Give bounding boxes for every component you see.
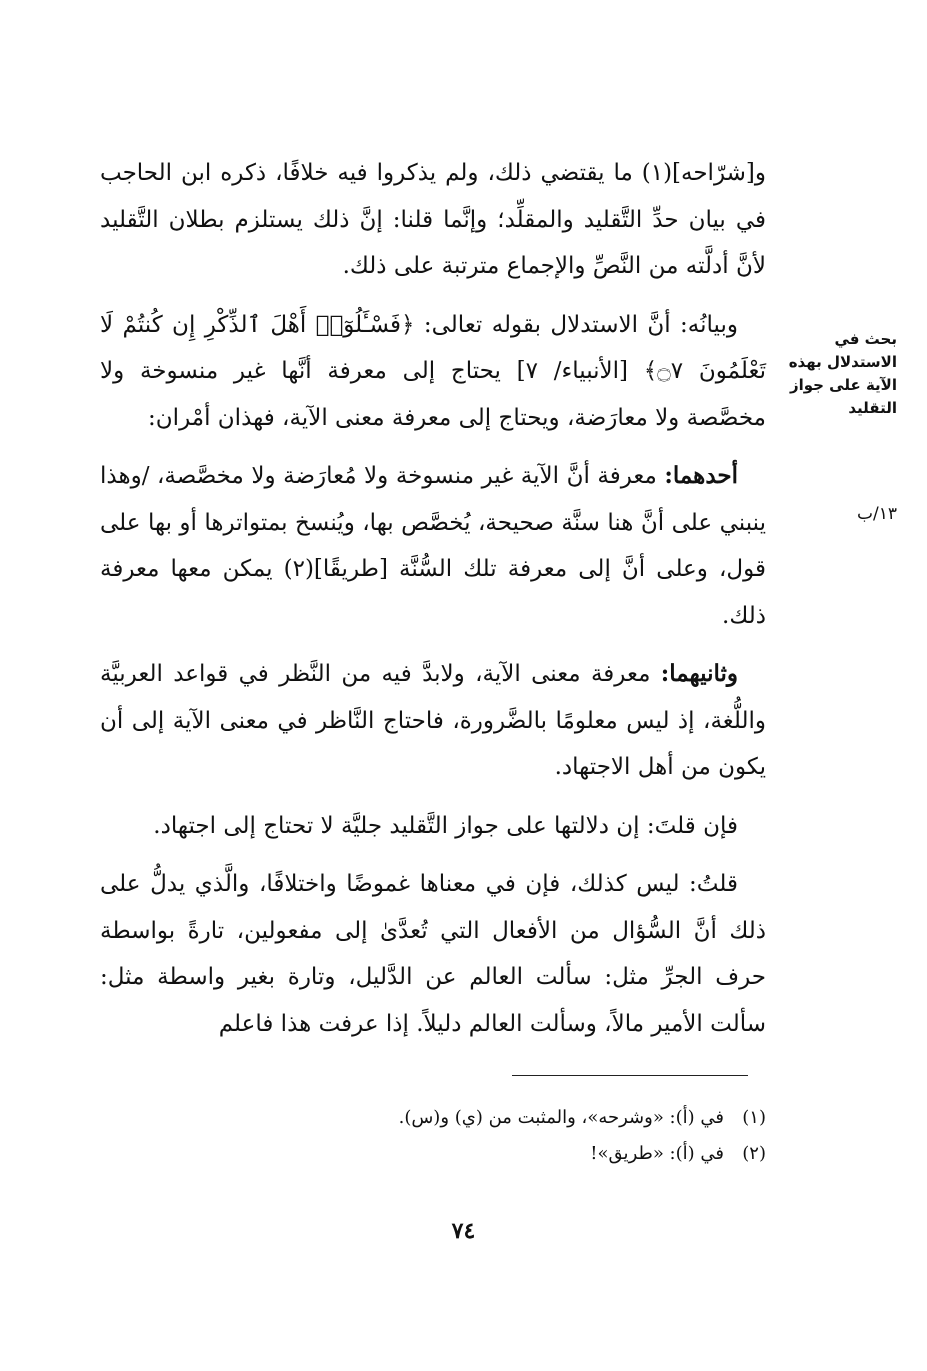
paragraph-4-label: وثانيهما: xyxy=(660,660,738,687)
paragraph-3-label: أحدهما: xyxy=(664,462,738,489)
paragraph-1: و[شرّاحه](١) ما يقتضي ذلك، ولم يذكروا فيه خلافًا، ذكره ابن الحاجب في بيان حدِّ التَّقليد والمقلِّد؛ وإنَّما قلنا: إنَّ ذلك يستلزم بطلان التَّقليد لأنَّ أدلَّته من النَّصِّ والإجماع مترتبة على ذلك. xyxy=(100,160,766,279)
paragraph-4-text: معرفة معنى الآية، ولابدَّ فيه من النَّظر في قواعد العربيَّة واللُّغة، إذ ليس معلومًا بالضَّرورة، فاحتاج النَّاظر في معنى الآية إلى أن يكون من أهل الاجتهاد. xyxy=(100,661,766,780)
footnote-2 xyxy=(100,1136,766,1172)
paragraph-4 xyxy=(100,651,766,791)
margin-note-topic: بحث في الاستدلال بهذه الآية على جواز التقليد xyxy=(788,330,897,417)
footnote-text: في (أ): «طريق»! xyxy=(590,1143,724,1164)
paragraph-3 xyxy=(100,453,766,639)
footnote-text: في (أ): «وشرحه»، والمثبت من (ي) و(س). xyxy=(398,1107,724,1128)
paragraph-6: قلتُ: ليس كذلك، فإن في معناها غموضًا واختلافًا، والَّذي يدلُّ على ذلك أنَّ السُّؤال من الأفعال التي تُعدَّىٰ إلى مفعولين، تارةً بواسطة حرف الجرِّ مثل: سألت العالم عن الدَّليل، وتارة بغير واسطة مثل: سألت الأمير مالاً، وسألت العالم دليلاً. إذا عرفت هذا فاعلم xyxy=(100,871,766,1037)
paragraph-3-text: معرفة أنَّ الآية غير منسوخة ولا مُعارَضة ولا مخصَّصة، /وهذا ينبني على أنَّ هنا سنَّة صحيحة، يُخصَّص بها، ويُنسخ بمتواترها أو بها على قول، وعلى أنَّ إلى معرفة تلك السُّنَّة [طريقًا](٢) يمكن معها معرفة ذلك. xyxy=(100,463,766,629)
footnote-number: (١) xyxy=(742,1107,766,1128)
footnote-1 xyxy=(100,1100,766,1136)
paragraph-2: وبيانُه: أنَّ الاستدلال بقوله تعالى: ﴿فَسْـَٔلُوٓا۟ أَهْلَ ٱلذِّكْرِ إِن كُنتُمْ لَا تَعْلَمُونَ ۝٧﴾ [الأنبياء/ ٧] يحتاج إلى معرفة أنَّها غير منسوخة ولا مخصَّصة ولا معارَضة، ويحتاج إلى معرفة معنى الآية، فهذان أمْران: xyxy=(100,311,767,431)
footnote-divider xyxy=(512,1075,748,1076)
footnotes xyxy=(100,1100,766,1172)
page-number: ٧٤ xyxy=(451,1218,476,1244)
footnote-number: (٢) xyxy=(742,1143,766,1164)
main-text xyxy=(100,150,766,1059)
paragraph-5: فإن قلتَ: إن دلالتها على جواز التَّقليد جليَّة لا تحتاج إلى اجتهاد. xyxy=(153,812,738,839)
margin-note-folio: ١٣/ب xyxy=(857,504,897,524)
